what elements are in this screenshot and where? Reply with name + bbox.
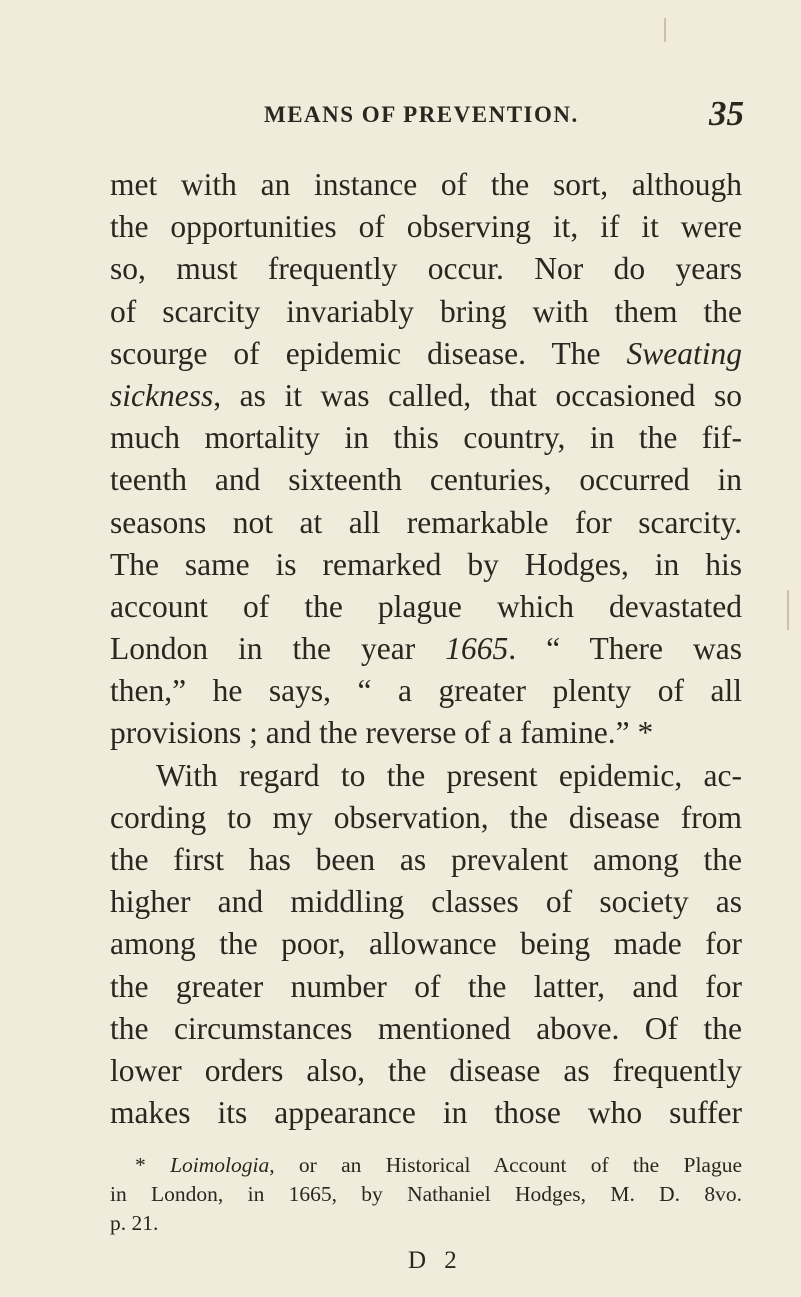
body-text — [110, 164, 742, 1134]
text-line: so, must frequently occur. Nor do years — [110, 251, 742, 287]
footnote — [110, 1151, 742, 1238]
text-line: among the poor, allowance being made for — [110, 926, 742, 962]
text-line: the first has been as prevalent among the — [110, 842, 742, 877]
text-line: of scarcity invariably bring with them the — [110, 293, 742, 329]
text-line: cording to my observation, the disease from — [110, 799, 742, 835]
text-line: provisions ; and the reverse of a famine.” * — [110, 715, 654, 751]
text-line: makes its appearance in those who suffer — [110, 1095, 742, 1131]
signature-mark: D 2 — [408, 1247, 463, 1274]
page-number: 35 — [709, 94, 744, 133]
text-line: account of the plague which devastated — [110, 588, 742, 624]
footnote-line: * Loimologia, or an Historical Account of the Plague — [135, 1153, 743, 1177]
text-line: sickness, as it was called, that occasioned so — [110, 377, 742, 413]
text-line: the circumstances mentioned above. Of the — [110, 1010, 742, 1046]
paper-fleck — [664, 18, 666, 42]
text-line: much mortality in this country, in the fif- — [110, 420, 742, 456]
text-line: seasons not at all remarkable for scarcity. — [110, 504, 742, 540]
text-line: the opportunities of observing it, if it were — [110, 209, 742, 245]
footnote-line: in London, in 1665, by Nathaniel Hodges, M. D. 8vo. — [110, 1182, 742, 1206]
text-line: the greater number of the latter, and for — [110, 968, 742, 1004]
footnote-line: p. 21. — [110, 1211, 159, 1235]
text-line: teenth and sixteenth centuries, occurred in — [110, 462, 742, 498]
text-line: then,” he says, “ a greater plenty of all — [110, 673, 742, 709]
text-line: London in the year 1665. “ There was — [110, 631, 742, 667]
running-head — [264, 94, 744, 134]
text-line: met with an instance of the sort, although — [110, 167, 742, 202]
text-line: scourge of epidemic disease. The Sweating — [110, 335, 742, 371]
text-line: higher and middling classes of society as — [110, 884, 742, 920]
paper-fleck — [787, 590, 789, 630]
text-line: lower orders also, the disease as frequently — [110, 1052, 742, 1088]
text-line: With regard to the present epidemic, ac- — [156, 757, 742, 793]
text-line: The same is remarked by Hodges, in his — [110, 546, 742, 582]
running-title: MEANS OF PREVENTION. — [264, 102, 579, 127]
